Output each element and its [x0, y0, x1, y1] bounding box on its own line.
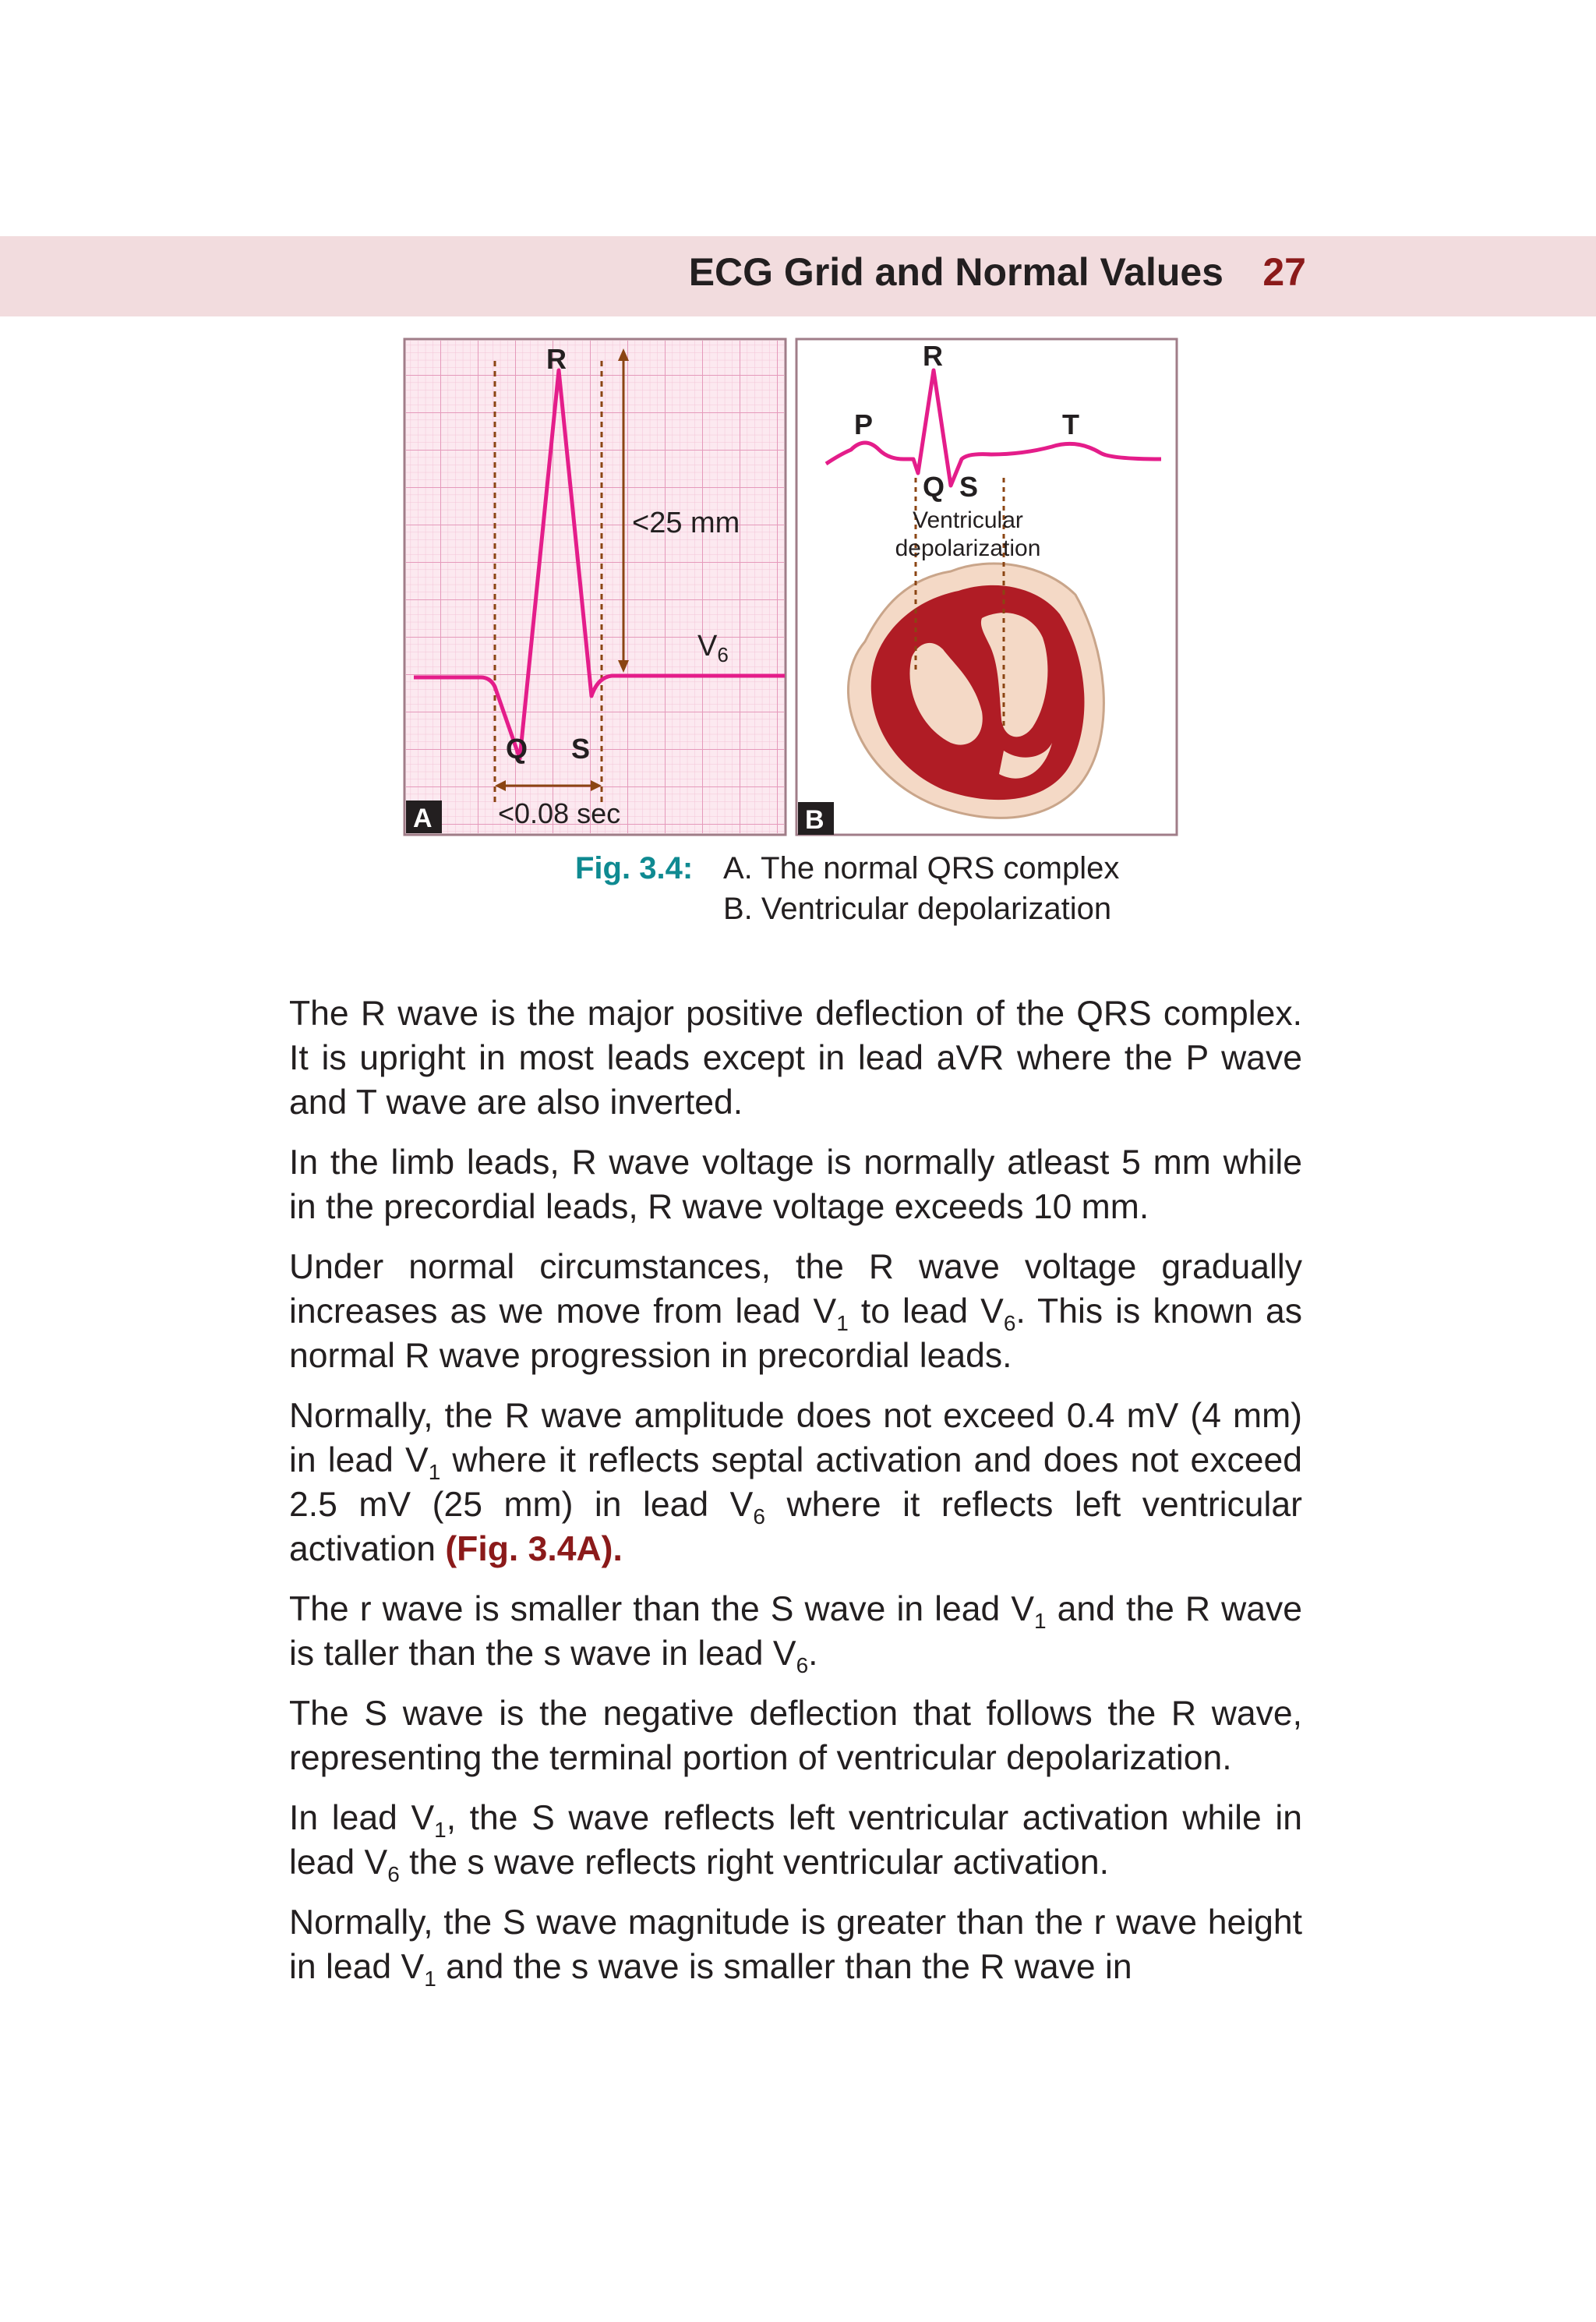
- paragraph-3: Under normal circumstances, the R wave voltage gradually increases as we move from lead $V_1$ to lead $V_6$. This is known as normal R wave progression in precordial leads.: [289, 1248, 1302, 1375]
- figure-caption: [575, 848, 1119, 929]
- annotation-line-2: depolarization: [895, 535, 1041, 561]
- r-wave-label-b: R: [923, 340, 943, 372]
- paragraph-1: The R wave is the major positive deflection of the QRS complex. It is upright in most leads except in lead aVR where the P wave and T wave are also inverted.: [289, 995, 1302, 1122]
- figure-a-qrs-complex: [403, 338, 787, 836]
- amplitude-label: <25 mm: [632, 507, 740, 539]
- panel-b-letter: B: [805, 805, 824, 835]
- ecg-grid: [406, 341, 784, 833]
- caption-label: Fig. 3.4:: [575, 851, 694, 885]
- caption-item-b: B. Ventricular depolarization: [723, 892, 1112, 926]
- paragraph-2: In the limb leads, R wave voltage is normally atleast 5 mm while in the precordial leads, R wave voltage exceeds 10 mm.: [289, 1143, 1302, 1226]
- annotation-line-1: Ventricular: [913, 507, 1023, 533]
- q-wave-label: Q: [506, 733, 528, 765]
- q-wave-label-b: Q: [923, 471, 945, 503]
- caption-row-a: [575, 848, 1119, 889]
- duration-label: <0.08 sec: [498, 797, 621, 829]
- t-wave-label: T: [1062, 408, 1079, 440]
- panel-a-letter: A: [413, 804, 433, 833]
- p-wave-label: P: [854, 408, 874, 440]
- s-wave-label-b: S: [959, 471, 979, 503]
- paragraph-8: Normally, the S wave magnitude is greater than the r wave height in lead $V_1$ and the s wave is smaller than the R wave in: [289, 1903, 1302, 1991]
- body-text: [289, 991, 1302, 2005]
- r-wave-label: R: [546, 343, 567, 375]
- paragraph-7: In lead $V_1$, the S wave reflects left ventricular activation while in lead $V_6$ the s wave reflects right ventricular activation.: [289, 1799, 1302, 1886]
- lead-label: $V_6$: [697, 630, 729, 666]
- caption-item-a: A. The normal QRS complex: [723, 851, 1120, 885]
- paragraph-5: The r wave is smaller than the S wave in lead $V_1$ and the R wave is taller than the s wave in lead $V_6$.: [289, 1590, 1302, 1677]
- s-wave-label: S: [571, 733, 591, 765]
- caption-row-b: [575, 889, 1119, 929]
- caption-spacer: [575, 889, 723, 929]
- paragraph-6: The S wave is the negative deflection that follows the R wave, representing the terminal portion of ventricular depolarization.: [289, 1695, 1302, 1777]
- figure-reference-link[interactable]: (Fig. 3.4A).: [445, 1530, 623, 1568]
- running-header-title: ECG Grid and Normal Values: [688, 250, 1223, 294]
- page-number: 27: [1262, 250, 1306, 294]
- paragraph-4: Normally, the R wave amplitude does not exceed 0.4 mV (4 mm) in lead $V_1$ where it reflects septal activation and does not exceed 2.5 mV (25 mm) in lead $V_6$ where it reflects left ventricular activation (Fig. 3.4A).: [289, 1397, 1302, 1568]
- figure-b-ventricular-depolarization: [795, 338, 1178, 836]
